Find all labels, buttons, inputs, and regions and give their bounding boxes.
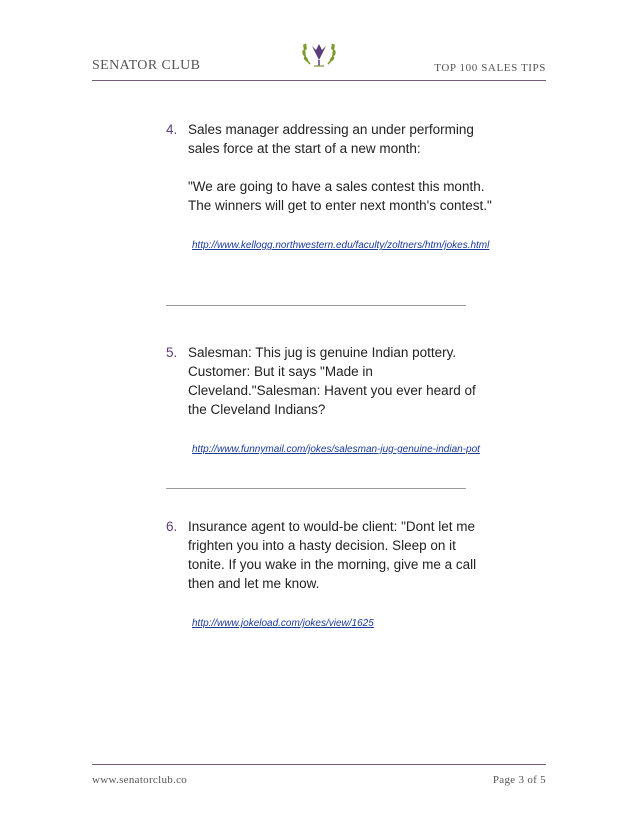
tip-number: 6. [166,519,178,534]
tip-source-link[interactable]: http://www.funnymail.com/jokes/salesman-jug-genuine-indian-pot [192,444,480,455]
tip-quote: "We are going to have a sales contest this month. The winners will get to enter next month's contest." [188,179,492,213]
tip-item [166,517,496,633]
tip-paragraph: Sales manager addressing an under performing sales force at the start of a new month: [188,122,474,156]
tip-text [188,343,496,419]
tip-source-link[interactable]: http://www.kellogg.northwestern.edu/faculty/zoltners/htm/jokes.html [192,240,490,251]
tip-number: 5. [166,345,178,360]
tip-separator [166,305,466,306]
tip-item [166,120,496,255]
tip-source-link[interactable]: http://www.jokeload.com/jokes/view/1625 [192,618,374,629]
header-document-title: TOP 100 SALES TIPS [434,62,546,74]
laurel-tulip-logo-icon [300,36,338,70]
tip-separator [166,488,466,489]
footer-divider [92,764,546,765]
tip-paragraph: Insurance agent to would-be client: "Dont let me frighten you into a hasty decision. Sleep on it tonite. If you wake in the morning, give me a call then and let me know. [188,519,477,591]
tip-text [188,120,496,215]
tip-paragraph: Salesman: This jug is genuine Indian pottery. Customer: But it says "Made in Cleveland."Salesman: Havent you ever heard of the Cleveland Indians? [188,345,476,417]
page-header [92,36,546,80]
footer-page-number: Page 3 of 5 [492,774,546,786]
tip-text [188,517,496,593]
tip-number: 4. [166,122,178,137]
tip-item [166,343,496,459]
header-brand: SENATOR CLUB [92,58,201,73]
header-divider [92,80,546,81]
footer-website: www.senatorclub.co [92,774,188,786]
